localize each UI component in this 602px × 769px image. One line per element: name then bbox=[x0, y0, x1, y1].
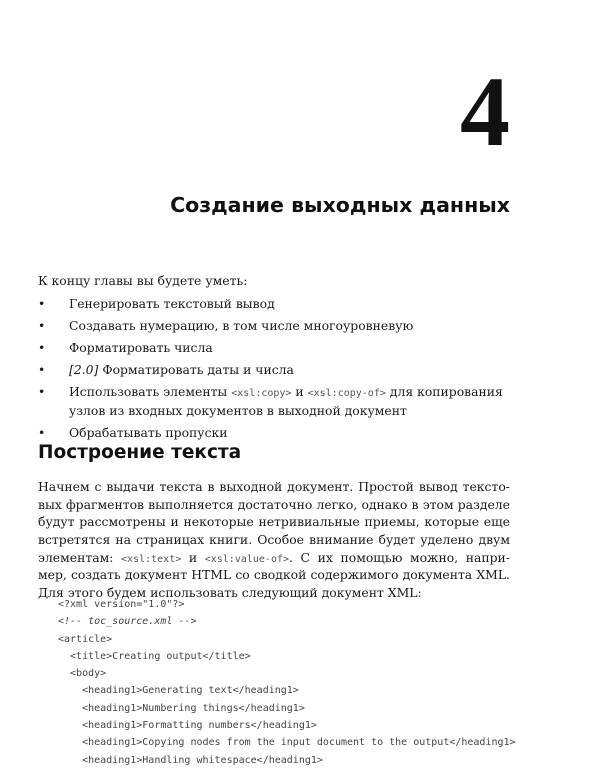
list-item-text: Создавать нумерацию, в том числе многоуровневую bbox=[69, 318, 414, 333]
bullet-icon: • bbox=[38, 425, 46, 440]
code-line: <heading1>Numbering things</heading1> bbox=[58, 702, 305, 714]
list-item bbox=[38, 361, 518, 378]
list-item bbox=[38, 339, 518, 356]
text-segment: и bbox=[181, 549, 205, 565]
paragraph-line: Для этого будем использовать следующий документ XML: bbox=[38, 585, 422, 601]
bullet-icon: • bbox=[38, 318, 46, 333]
list-item-text: узлов из входных документов в выходной документ bbox=[69, 403, 407, 418]
list-item-text: Обрабатывать пропуски bbox=[69, 425, 228, 440]
list-item bbox=[38, 383, 518, 419]
code-line: <?xml version="1.0"?> bbox=[58, 599, 185, 610]
code-line: <heading1>Copying nodes from the input document to the output</heading1> bbox=[58, 737, 516, 749]
chapter-number: 4 bbox=[460, 56, 510, 167]
code-comment: <!-- toc_source.xml --> bbox=[58, 616, 197, 628]
list-item-text: и bbox=[291, 384, 308, 399]
code-line: <body> bbox=[58, 668, 107, 680]
code-listing bbox=[58, 596, 516, 769]
code-line: <heading1>Formatting numbers</heading1> bbox=[58, 720, 317, 732]
paragraph-line: мер, создать документ HTML со сводкой содержимого документа XML. bbox=[38, 567, 510, 583]
intro-text: К концу главы вы будете уметь: bbox=[38, 273, 248, 288]
list-item-text: Форматировать числа bbox=[69, 340, 213, 355]
version-tag: [2.0] bbox=[69, 362, 99, 377]
inline-code: <xsl:value-of> bbox=[204, 553, 290, 565]
list-item bbox=[38, 317, 518, 334]
paragraph-line: будут рассмотрены и некоторые нетривиальные приемы, которые еще bbox=[38, 514, 510, 530]
goals-list bbox=[38, 295, 518, 446]
bullet-icon: • bbox=[38, 384, 46, 399]
list-item-text: Генерировать текстовый вывод bbox=[69, 296, 275, 311]
inline-code: <xsl:copy-of> bbox=[307, 388, 386, 399]
list-item bbox=[38, 295, 518, 312]
code-line: <title>Creating output</title> bbox=[58, 650, 251, 662]
inline-code: <xsl:copy> bbox=[231, 388, 292, 399]
bullet-icon: • bbox=[38, 296, 46, 311]
code-line: <heading1>Handling whitespace</heading1> bbox=[58, 754, 323, 766]
bullet-icon: • bbox=[38, 362, 46, 377]
text-segment: . С их помощью можно, напри- bbox=[289, 549, 510, 565]
paragraph-line: Начнем с выдачи текста в выходной документ. Простой вывод тексто- bbox=[38, 479, 510, 494]
code-line: <article> bbox=[58, 633, 113, 645]
list-item bbox=[38, 424, 518, 441]
list-item-text: Использовать элементы bbox=[69, 384, 232, 399]
bullet-icon: • bbox=[38, 340, 46, 355]
body-paragraph bbox=[38, 478, 510, 602]
chapter-title: Создание выходных данных bbox=[170, 193, 510, 217]
section-heading: Построение текста bbox=[38, 442, 242, 463]
list-item-text: для копирования bbox=[385, 384, 503, 399]
paragraph-line bbox=[38, 549, 510, 567]
text-segment: элементам: bbox=[38, 549, 122, 565]
list-item-text: Форматировать даты и числа bbox=[98, 362, 294, 377]
code-line: <heading1>Generating text</heading1> bbox=[58, 685, 299, 697]
paragraph-line: встретятся на страницах книги. Особое внимание будет уделено двум bbox=[38, 532, 510, 548]
paragraph-line: вых фрагментов выполняется достаточно легко, однако в этом разделе bbox=[38, 496, 510, 512]
inline-code: <xsl:text> bbox=[121, 553, 182, 565]
